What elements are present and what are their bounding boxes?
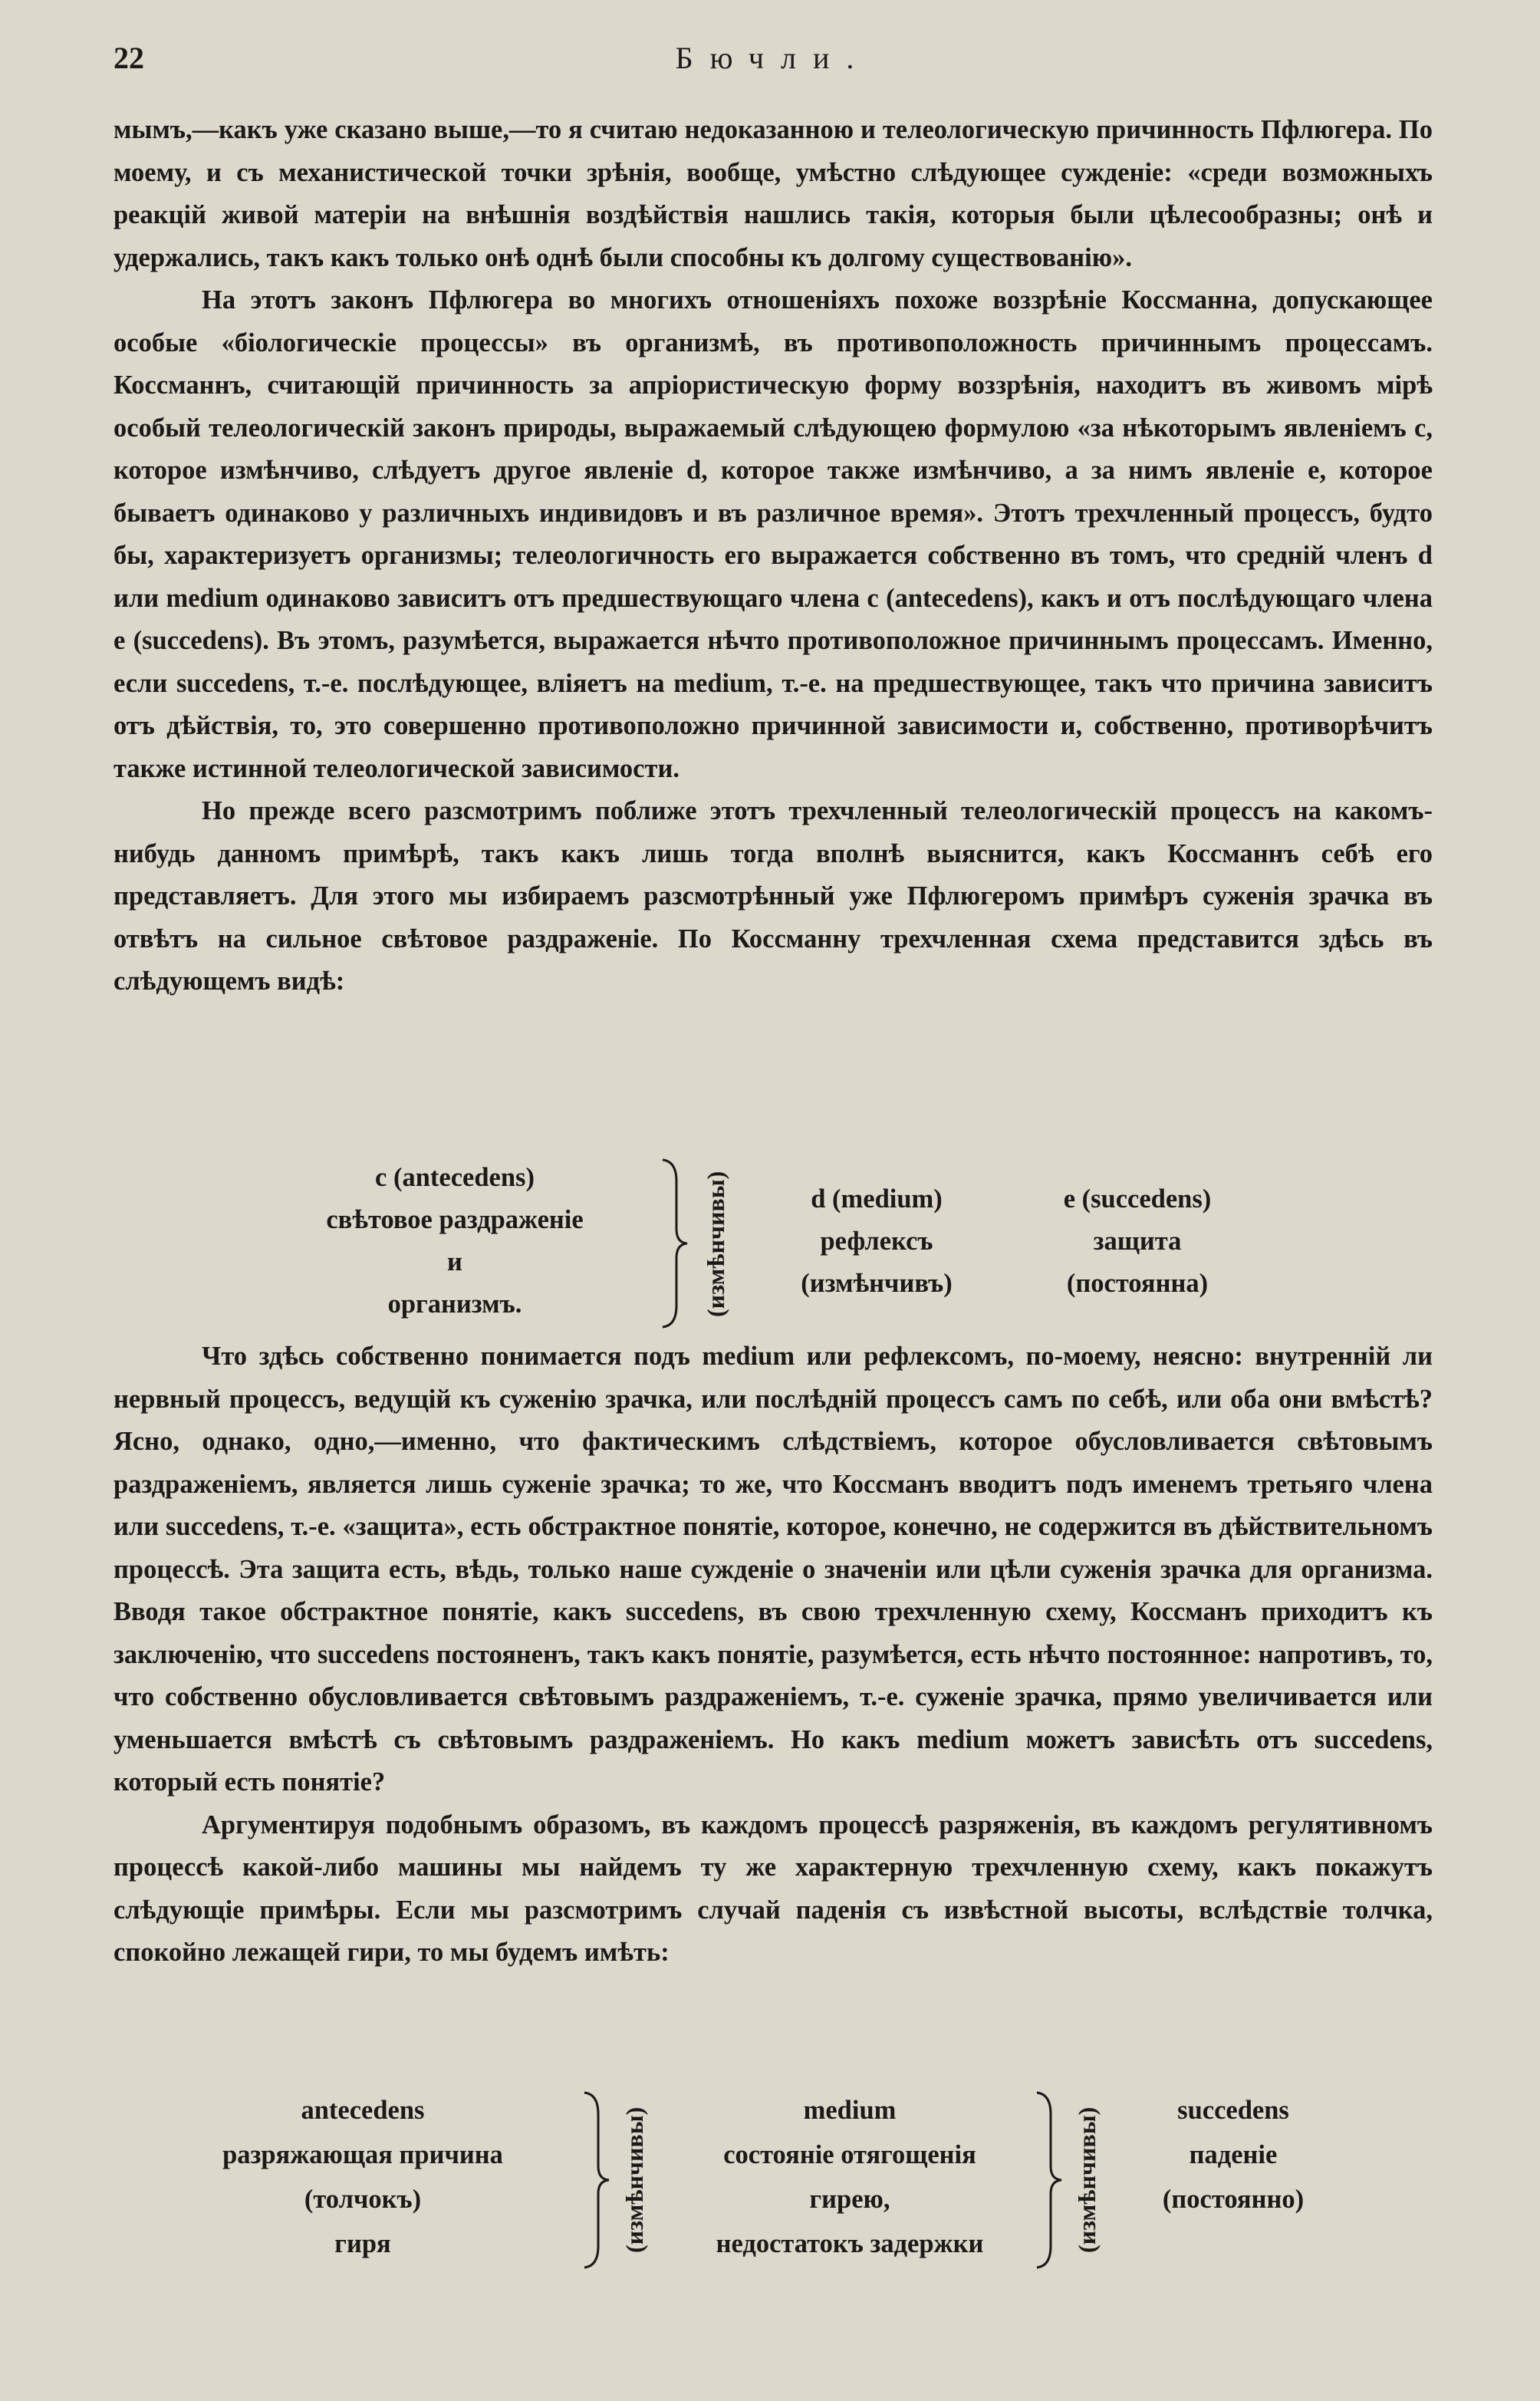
scheme2-right-line-2: паденіе [1189,2140,1278,2169]
scheme-falling-weight [114,2088,1433,2280]
scheme2-vertical-label-1: (измѣнчивы) [620,2106,648,2254]
text-block-2 [114,1336,1433,1974]
page-number: 22 [114,41,144,75]
scheme1-right-brace [660,1158,690,1329]
text-block-1 [114,109,1433,1003]
scheme1-left-line-2: свѣтовое раздраженіе [326,1205,584,1234]
scheme2-left-line-2: разряжающая причина [222,2140,503,2169]
scheme2-middle-line-3: гирею, [809,2185,890,2214]
scheme2-middle-line-4: недостатокъ задержки [716,2229,984,2258]
paragraph-5: Аргументируя подобнымъ образомъ, въ каждомъ процессѣ разряженія, въ каждомъ регулятивномъ процессѣ какой-либо машины мы найдемъ ту же характерную трехчленную схему, какъ покажутъ слѣдующіе примѣры. Если мы разсмотримъ случай паденія съ извѣстной высоты, вслѣдствіе толчка, спокойно лежащей гири, то мы будемъ имѣть: [114,1810,1433,1967]
scheme2-middle-column [658,2088,1041,2266]
scheme1-left-line-4: организмъ. [387,1289,522,1319]
scheme1-left-column [275,1157,635,1326]
scheme2-right-column [1111,2088,1356,2222]
paragraph-1: мымъ,—какъ уже сказано выше,—то я считаю недоказанною и телеологическую причинность Пфлюгера. По моему, и съ механистической точки зрѣнія, вообще, умѣстно слѣдующее сужденіе: «среди возможныхъ реакцій живой матеріи на внѣшнія воздѣйствія нашлись такія, которыя были цѣлесообразны; онѣ и удержались, такъ какъ только онѣ однѣ были способны къ долгому существованію». [114,115,1433,272]
scheme1-middle-line-1: d (medium) [811,1184,943,1214]
scheme1-left-line-3: и [447,1247,462,1276]
scheme1-left-line-1: c (antecedens) [375,1163,535,1192]
scheme2-left-column [183,2088,543,2266]
paragraph-2: На этотъ законъ Пфлюгера во многихъ отношеніяхъ похоже воззрѣніе Коссманна, допускающее особые «біологическіе процессы» въ организмѣ, въ противоположность причиннымъ процессамъ. Коссманнъ, считающій причинность за апріористическую форму воззрѣнія, находитъ въ живомъ мірѣ особый телеологическій законъ природы, выражаемый слѣдующею формулою «за нѣкоторымъ явленіемъ c, которое измѣнчиво, слѣдуетъ другое явленіе d, которое также измѣнчиво, а за нимъ явленіе e, которое бываетъ одинаково у различныхъ индивидовъ и въ различное время». Этотъ трехчленный процессъ, будто бы, характеризуетъ организмы; телеологичность его выражается собственно въ томъ, что средній членъ d или medium одинаково зависитъ отъ предшествующаго члена c (antecedens), какъ и отъ послѣдующаго члена e (succedens). Въ этомъ, разумѣется, выражается нѣчто противоположное причиннымъ процессамъ. Именно, если succedens, т.-е. послѣдующее, вліяетъ на medium, т.-е. на предшествующее, такъ что причина зависитъ отъ дѣйствія, то, это совершенно противоположно причинной зависимости и, собственно, противорѣчитъ также истинной телеологической зависимости. [114,285,1433,783]
running-head: Бючли. [675,41,871,75]
scheme1-vertical-label: (измѣнчивы) [702,1171,729,1318]
scheme1-right-column [1011,1178,1264,1305]
scheme2-middle-line-2: состояніе отягощенія [723,2140,976,2169]
scheme2-right-line-1: succedens [1177,2096,1289,2125]
scheme1-middle-column [750,1178,1003,1305]
scheme2-left-line-1: antecedens [301,2096,425,2125]
scheme2-right-line-3: (постоянно) [1162,2185,1305,2214]
scheme1-middle-line-3: (измѣнчивъ) [801,1269,953,1298]
scheme2-brace-1 [581,2091,612,2269]
scheme1-right-line-2: защита [1093,1227,1182,1256]
paragraph-4: Что здѣсь собственно понимается подъ medium или рефлексомъ, по-моему, неясно: внутренній ли нервный процессъ, ведущій къ суженію зрачка, или послѣдній процессъ самъ по себѣ, или оба они вмѣстѣ? Ясно, однако, одно,—именно, что фактическимъ слѣдствіемъ, которое обусловливается свѣтовымъ раздраженіемъ, является лишь суженіе зрачка; то же, что Коссманъ вводитъ подъ именемъ третьяго члена или succedens, т.-е. «защита», есть обстрактное понятіе, которое, конечно, не содержится въ дѣйствительномъ процессѣ. Эта защита есть, вѣдь, только наше сужденіе о значеніи или цѣли суженія зрачка для организма. Вводя такое обстрактное понятіе, какъ succedens, въ свою трехчленную схему, Коссманъ приходитъ къ заключенію, что succedens постояненъ, такъ какъ понятіе, разумѣется, есть нѣчто постоянное: напротивъ, то, что собственно обусловливается свѣтовымъ раздраженіемъ, т.-е. суженіе зрачка, прямо увеличивается или уменьшается вмѣстѣ съ свѣтовымъ раздраженіемъ. Но какъ medium можетъ зависѣть отъ succedens, который есть понятіе? [114,1342,1433,1797]
scheme2-left-line-3: (толчокъ) [304,2185,422,2214]
scheme-pupil-reflex [114,1157,1433,1333]
paragraph-3: Но прежде всего разсмотримъ поближе этотъ трехчленный телеологическій процессъ на какомъ-нибудь данномъ примѣрѣ, такъ какъ лишь тогда вполнѣ выяснится, какъ Коссманнъ себѣ его представляетъ. Для этого мы избираемъ разсмотрѣнный уже Пфлюгеромъ примѣръ суженія зрачка въ отвѣтъ на сильное свѣтовое раздраженіе. По Коссманну трехчленная схема представится здѣсь въ слѣдующемъ видѣ: [114,796,1433,996]
scheme2-brace-2 [1034,2091,1065,2269]
scheme1-middle-line-2: рефлексъ [820,1227,933,1256]
scheme2-middle-line-1: medium [803,2096,897,2125]
scheme2-vertical-label-2: (измѣнчивы) [1073,2106,1101,2254]
scheme1-right-line-1: e (succedens) [1063,1184,1212,1214]
scheme2-left-line-4: гиря [334,2229,391,2258]
scheme1-right-line-3: (постоянна) [1066,1269,1209,1298]
page-header [114,40,1433,86]
